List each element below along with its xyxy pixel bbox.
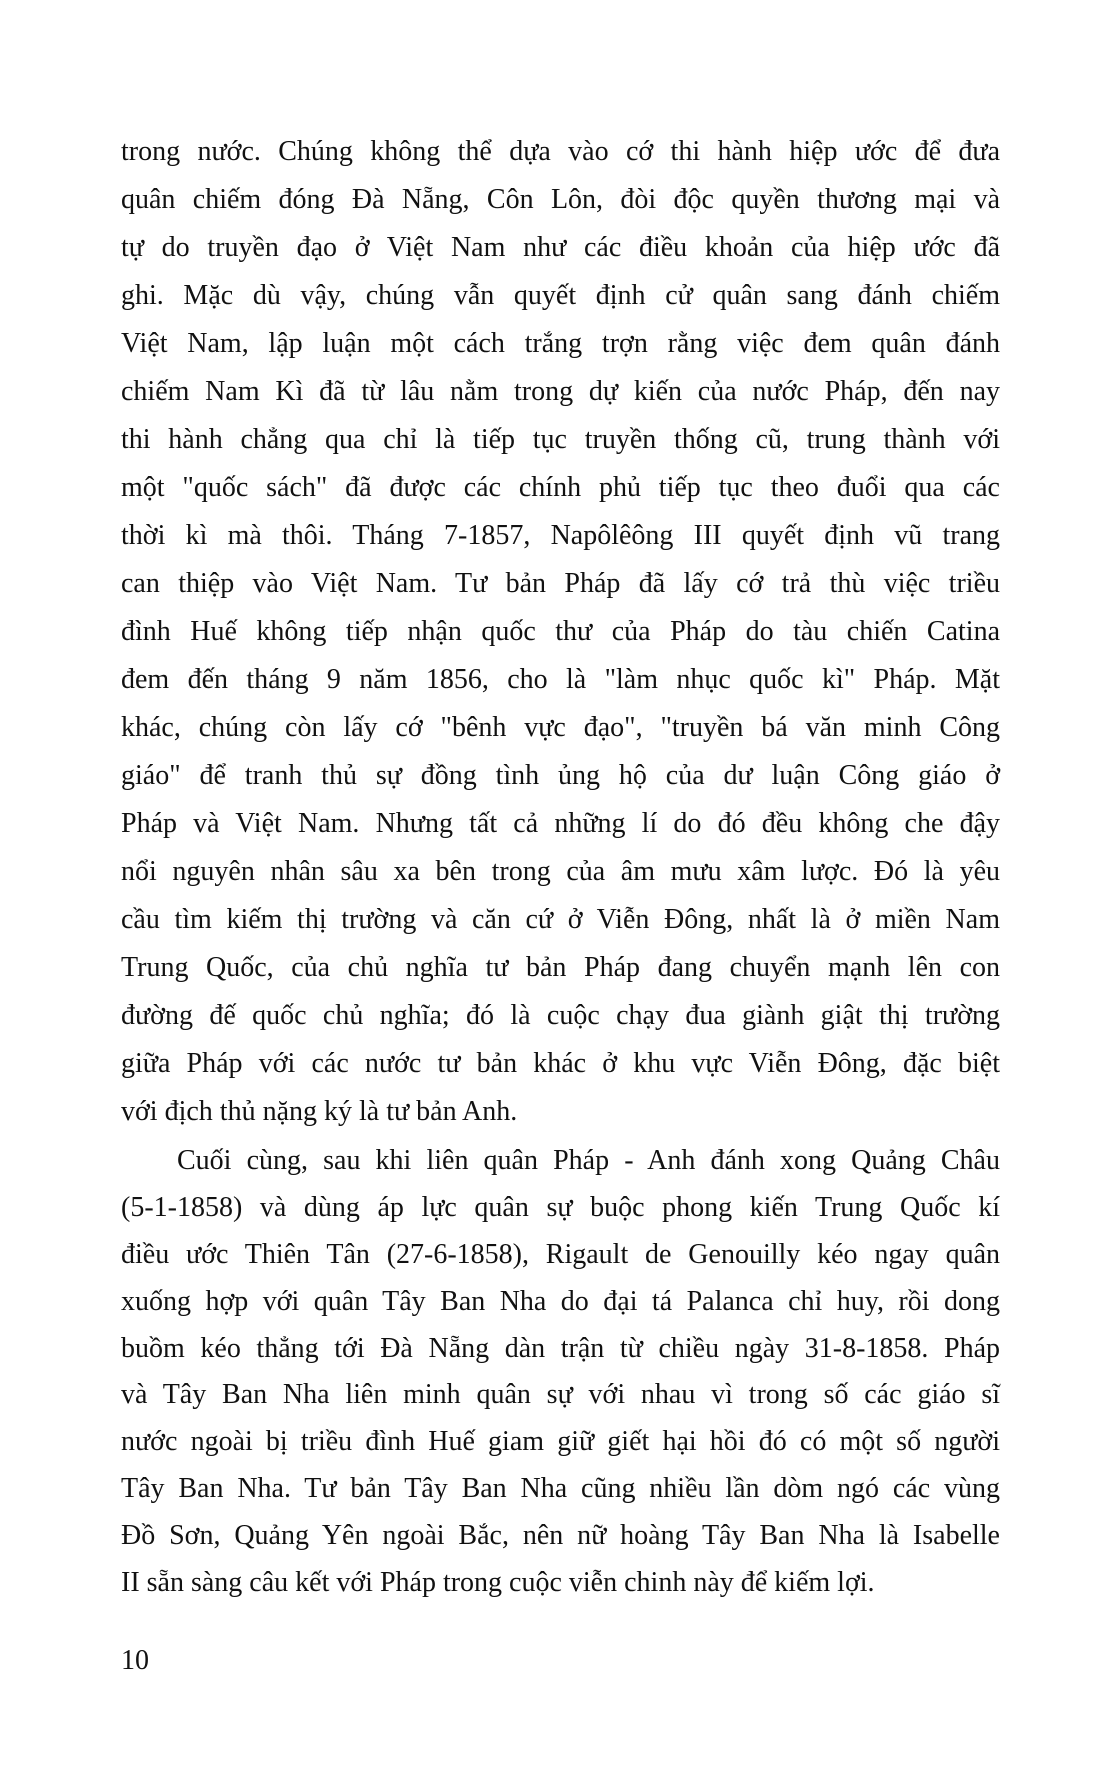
text-line: với địch thủ nặng ký là tư bản Anh. (121, 1096, 518, 1127)
text-line: II sẵn sàng câu kết với Pháp trong cuộc viễn chinh này để kiếm lợi. (121, 1567, 875, 1599)
text-line: đem đến tháng 9 năm 1856, cho là "làm nhục quốc kì" Pháp. Mặt (121, 664, 1000, 695)
text-line: giáo" để tranh thủ sự đồng tình ủng hộ của dư luận Công giáo ở (121, 760, 1000, 791)
text-line: ghi. Mặc dù vậy, chúng vẫn quyết định cử quân sang đánh chiếm (121, 280, 1000, 311)
text-line: đường đế quốc chủ nghĩa; đó là cuộc chạy đua giành giật thị trường (121, 1000, 1000, 1031)
text-line: Việt Nam, lập luận một cách trắng trợn rằng việc đem quân đánh (121, 328, 1000, 359)
text-line: tự do truyền đạo ở Việt Nam như các điều khoản của hiệp ước đã (121, 232, 1000, 263)
text-line: cầu tìm kiếm thị trường và căn cứ ở Viễn Đông, nhất là ở miền Nam (121, 904, 1000, 935)
text-line: quân chiếm đóng Đà Nẵng, Côn Lôn, đòi độc quyền thương mại và (121, 184, 1000, 215)
text-line: và Tây Ban Nha liên minh quân sự với nhau vì trong số các giáo sĩ (121, 1379, 1000, 1411)
text-line: buồm kéo thẳng tới Đà Nẵng dàn trận từ chiều ngày 31-8-1858. Pháp (121, 1332, 1000, 1364)
paragraph-2 (121, 1138, 1000, 1607)
text-line: Trung Quốc, của chủ nghĩa tư bản Pháp đang chuyển mạnh lên con (121, 952, 1000, 983)
text-line: giữa Pháp với các nước tư bản khác ở khu vực Viễn Đông, đặc biệt (121, 1048, 1000, 1079)
text-line: Đồ Sơn, Quảng Yên ngoài Bắc, nên nữ hoàng Tây Ban Nha là Isabelle (121, 1520, 1000, 1552)
text-line: chiếm Nam Kì đã từ lâu nằm trong dự kiến của nước Pháp, đến nay (121, 376, 1000, 407)
text-line: điều ước Thiên Tân (27-6-1858), Rigault de Genouilly kéo ngay quân (121, 1238, 1000, 1270)
text-line: một "quốc sách" đã được các chính phủ tiếp tục theo đuổi qua các (121, 472, 1000, 503)
text-line: xuống hợp với quân Tây Ban Nha do đại tá Palanca chỉ huy, rồi dong (121, 1285, 1000, 1317)
text-line: Pháp và Việt Nam. Nhưng tất cả những lí do đó đều không che đậy (121, 808, 1000, 839)
text-line: khác, chúng còn lấy cớ "bênh vực đạo", "truyền bá văn minh Công (121, 712, 1000, 743)
text-line: trong nước. Chúng không thể dựa vào cớ thi hành hiệp ước để đưa (121, 136, 1000, 167)
text-line: Tây Ban Nha. Tư bản Tây Ban Nha cũng nhiều lần dòm ngó các vùng (121, 1473, 1000, 1505)
text-line: nước ngoài bị triều đình Huế giam giữ giết hại hồi đó có một số người (121, 1426, 1000, 1458)
text-line: Cuối cùng, sau khi liên quân Pháp - Anh đánh xong Quảng Châu (177, 1145, 1000, 1176)
page-number: 10 (121, 1645, 149, 1676)
text-line: (5-1-1858) và dùng áp lực quân sự buộc phong kiến Trung Quốc kí (121, 1191, 1000, 1223)
text-line: can thiệp vào Việt Nam. Tư bản Pháp đã lấy cớ trả thù việc triều (121, 568, 1000, 599)
text-line: thi hành chẳng qua chỉ là tiếp tục truyền thống cũ, trung thành với (121, 424, 1000, 455)
paragraph-1 (121, 128, 1000, 1136)
text-line: đình Huế không tiếp nhận quốc thư của Pháp do tàu chiến Catina (121, 616, 1000, 647)
text-line: nổi nguyên nhân sâu xa bên trong của âm mưu xâm lược. Đó là yêu (121, 856, 1000, 887)
text-line: thời kì mà thôi. Tháng 7-1857, Napôlêông III quyết định vũ trang (121, 520, 1000, 551)
